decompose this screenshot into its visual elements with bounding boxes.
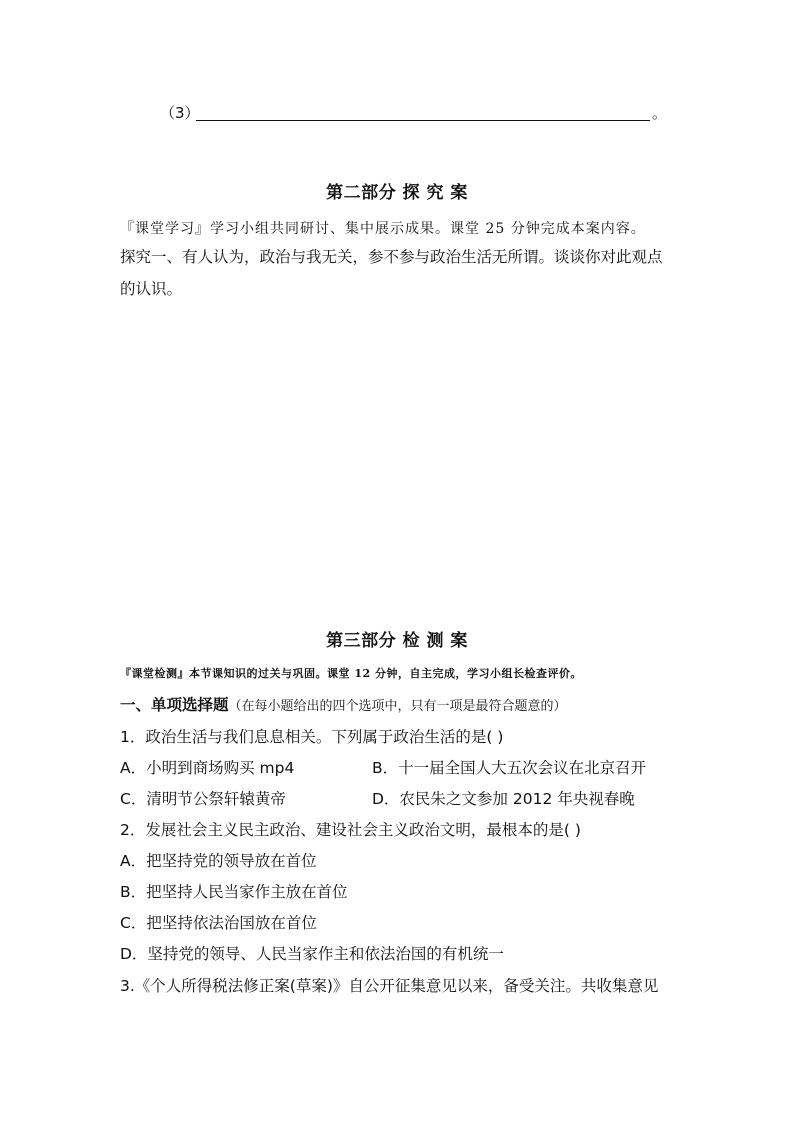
question-2-option-c: C．把坚持依法治国放在首位 (120, 914, 317, 932)
question-2-option-a: A．把坚持党的领导放在首位 (120, 852, 317, 870)
question-1-options-row2 (120, 788, 635, 810)
section-heading-text: 一、单项选择题 (120, 696, 229, 714)
section-heading-sub: （在每小题给出的四个选项中，只有一项是最符合题意的） (228, 699, 567, 714)
blank-number: （3） (160, 104, 200, 122)
question-1-option-d: D．农民朱之文参加 2012 年央视春晚 (372, 790, 635, 808)
question-1-option-b: B．十一届全国人大五次会议在北京召开 (372, 759, 647, 777)
question-1-options-row1 (120, 757, 647, 779)
answer-underline (196, 120, 650, 121)
question-2-option-b: B．把坚持人民当家作主放在首位 (120, 883, 348, 901)
question-2-stem: 2．发展社会主义民主政治、建设社会主义政治文明，最根本的是( ) (120, 821, 581, 839)
question-1-option-c: C．清明节公祭轩辕黄帝 (120, 790, 286, 808)
part2-title: 第二部分 探 究 案 (326, 183, 468, 203)
question-1-stem: 1．政治生活与我们息息相关。下列属于政治生活的是( ) (120, 728, 504, 746)
question-2-option-d: D．坚持党的领导、人民当家作主和依法治国的有机统一 (120, 945, 504, 963)
part3-note: 『课堂检测』本节课知识的过关与巩固。课堂 12 分钟，自主完成，学习小组长检查评价。 (120, 667, 582, 680)
blank-end-mark: 。 (652, 104, 668, 122)
section-heading (120, 694, 567, 718)
explore1-text-line2: 的认识。 (120, 280, 183, 298)
question-1-option-a: A．小明到商场购买 mp4 (120, 759, 295, 777)
fill-in-blank-3 (160, 100, 670, 124)
explore1-text-line1: 探究一、有人认为，政治与我无关，参不参与政治生活无所谓。谈谈你对此观点 (120, 248, 663, 266)
part3-title: 第三部分 检 测 案 (326, 631, 468, 651)
part2-note: 『课堂学习』学习小组共同研讨、集中展示成果。课堂 25 分钟完成本案内容。 (120, 221, 646, 237)
question-3-stem: 3.《个人所得税法修正案(草案)》自公开征集意见以来，备受关注。共收集意见 (120, 977, 659, 995)
